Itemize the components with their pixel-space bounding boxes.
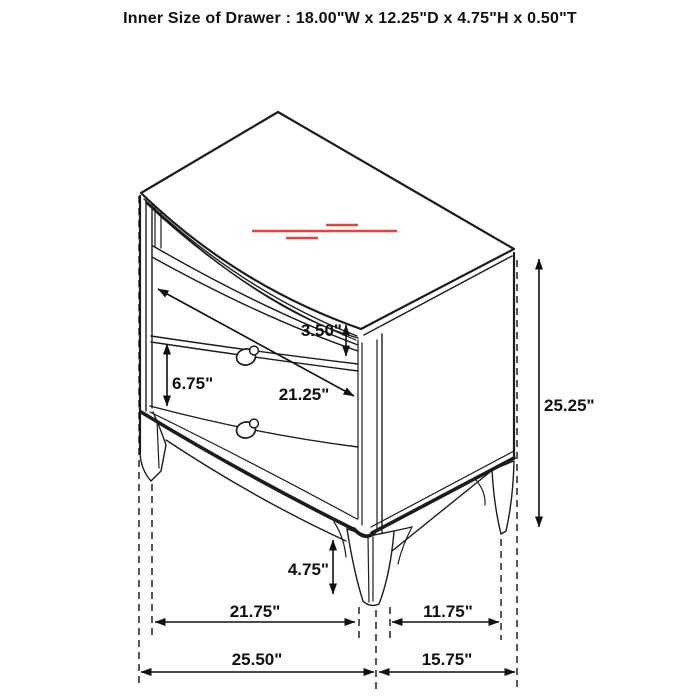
dim-label-drawer-front-width: 21.25" xyxy=(278,385,330,404)
dim-label-overall-width: 25.50" xyxy=(231,650,283,669)
dim-label-leg-height: 4.75" xyxy=(287,560,329,579)
dim-label-top-drawer-height: 3.50" xyxy=(300,321,342,340)
front-face-shelf-and-drawers xyxy=(141,202,374,541)
right-leg xyxy=(474,461,514,534)
dim-label-bottom-drawer-height: 6.75" xyxy=(172,374,214,393)
red-watermark-marks xyxy=(252,225,397,238)
bottom-drawer-knob xyxy=(235,419,258,440)
dim-bottom-drawer-height xyxy=(167,344,213,406)
dim-label-side-depth-between-legs: 11.75" xyxy=(423,602,473,621)
dim-overall-width xyxy=(141,650,374,672)
dim-label-overall-height: 25.25" xyxy=(544,396,595,415)
dim-overall-depth xyxy=(379,650,515,672)
dim-overall-height xyxy=(539,259,595,527)
dim-front-width-between-legs xyxy=(155,602,355,622)
dim-label-front-width-between-legs: 21.75" xyxy=(229,602,281,621)
dim-leg-height xyxy=(288,540,333,594)
dim-top-drawer-height xyxy=(301,321,346,356)
right-side-panel xyxy=(371,253,514,551)
drawer-knobs xyxy=(235,346,258,440)
page-title: Inner Size of Drawer : 18.00"W x 12.25"D x 4.75"H x 0.50"T xyxy=(123,10,577,27)
front-leg xyxy=(334,522,412,605)
dim-label-overall-depth: 15.75" xyxy=(421,650,473,669)
dim-side-depth-between-legs xyxy=(392,602,499,622)
front-corner-post xyxy=(358,334,382,533)
